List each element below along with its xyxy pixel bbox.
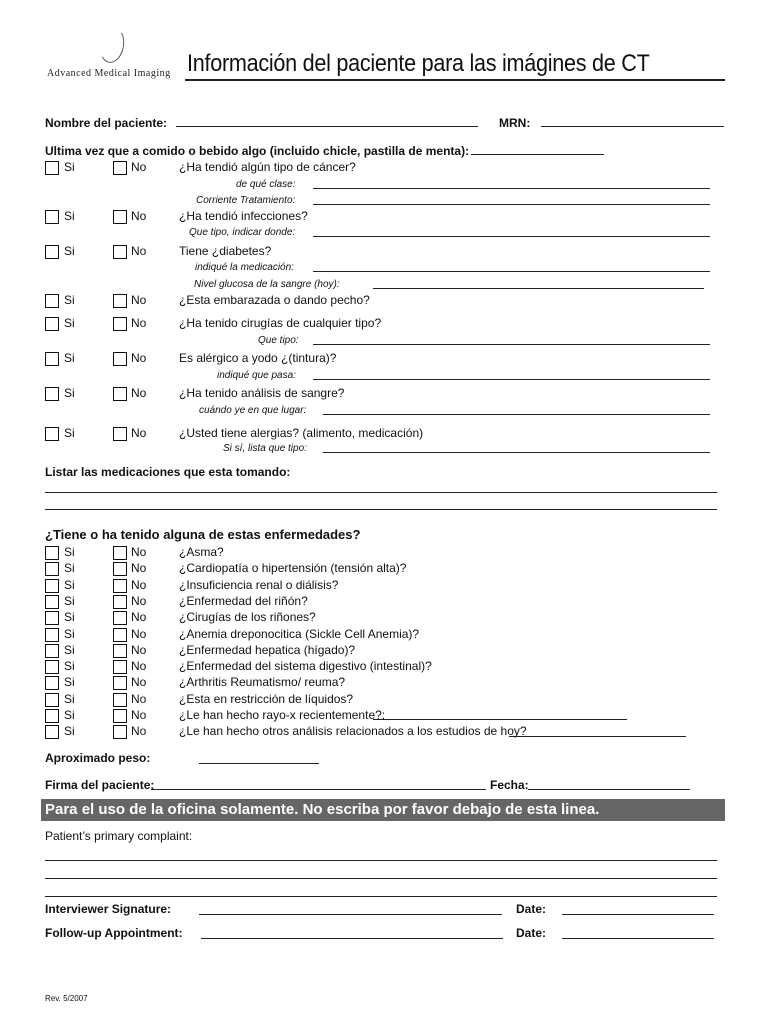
- date-es-label: Fecha:: [490, 778, 529, 792]
- q8-text: ¿Usted tiene alergias? (alimento, medicación): [179, 426, 424, 440]
- q6-yes-checkbox[interactable]: [45, 352, 59, 366]
- condition-4-no-checkbox[interactable]: [113, 595, 127, 609]
- no-label: No: [131, 316, 147, 330]
- mrn-label: MRN:: [499, 116, 531, 130]
- q2-text: ¿Ha tendió infecciones?: [179, 209, 308, 223]
- condition-2-yes-checkbox[interactable]: [45, 562, 59, 576]
- condition-9-yes-checkbox[interactable]: [45, 676, 59, 690]
- condition-5-text: ¿Cirugías de los riñones?: [179, 610, 316, 624]
- q2-no-checkbox[interactable]: [113, 210, 127, 224]
- yes-label: Si: [64, 708, 75, 722]
- signature-field[interactable]: [151, 789, 486, 790]
- q3-sub1-field[interactable]: [313, 271, 710, 272]
- patient-name-label: Nombre del paciente:: [45, 116, 168, 130]
- yes-label: Si: [64, 643, 75, 657]
- q7-text: ¿Ha tenido análisis de sangre?: [179, 386, 345, 400]
- no-label: No: [131, 209, 147, 223]
- condition-12-no-checkbox[interactable]: [113, 725, 127, 739]
- yes-label: Si: [64, 659, 75, 673]
- followup-field[interactable]: [201, 938, 503, 939]
- q7-yes-checkbox[interactable]: [45, 387, 59, 401]
- yes-label: Si: [64, 594, 75, 608]
- q1-sub1-field[interactable]: [313, 188, 710, 189]
- date-label-2: Date:: [516, 926, 547, 940]
- no-label: No: [131, 386, 147, 400]
- medications-label: Listar las medicaciones que esta tomando:: [45, 465, 291, 479]
- q7-sub1-field[interactable]: [323, 414, 710, 415]
- q4-text: ¿Esta embarazada o dando pecho?: [179, 293, 370, 307]
- no-label: No: [131, 692, 147, 706]
- yes-label: Si: [64, 627, 75, 641]
- condition-6-no-checkbox[interactable]: [113, 628, 127, 642]
- yes-label: Si: [64, 160, 75, 174]
- mrn-field[interactable]: [541, 126, 724, 127]
- page-title: Información del paciente para las imágines de CT: [187, 50, 650, 77]
- yes-label: Si: [64, 724, 75, 738]
- complaint-line-3[interactable]: [45, 896, 717, 897]
- no-label: No: [131, 659, 147, 673]
- weight-field[interactable]: [199, 763, 319, 764]
- medications-line-2[interactable]: [45, 509, 717, 510]
- condition-10-text: ¿Esta en restricción de líquidos?: [179, 692, 354, 706]
- condition-4-text: ¿Enfermedad del riñón?: [179, 594, 308, 608]
- q6-sub1-field[interactable]: [313, 379, 710, 380]
- condition-8-no-checkbox[interactable]: [113, 660, 127, 674]
- yes-label: Si: [64, 351, 75, 365]
- no-label: No: [131, 293, 147, 307]
- condition-11-yes-checkbox[interactable]: [45, 709, 59, 723]
- q4-no-checkbox[interactable]: [113, 294, 127, 308]
- q6-no-checkbox[interactable]: [113, 352, 127, 366]
- office-use-banner: Para el uso de la oficina solamente. No escriba por favor debajo de esta linea.: [41, 799, 725, 821]
- condition-7-no-checkbox[interactable]: [113, 644, 127, 658]
- complaint-line-2[interactable]: [45, 878, 717, 879]
- condition-4-yes-checkbox[interactable]: [45, 595, 59, 609]
- q3-sub2: Nivel glucosa de la sangre (hoy):: [194, 279, 340, 290]
- medications-line-1[interactable]: [45, 492, 717, 493]
- yes-label: Si: [64, 692, 75, 706]
- condition-11-text: ¿Le han hecho rayo-x recientemente?:: [179, 708, 386, 722]
- no-label: No: [131, 643, 147, 657]
- q2-yes-checkbox[interactable]: [45, 210, 59, 224]
- interviewer-label: Interviewer Signature:: [45, 902, 172, 916]
- no-label: No: [131, 578, 147, 592]
- q1-sub2-field[interactable]: [313, 204, 710, 205]
- followup-label: Follow-up Appointment:: [45, 926, 183, 940]
- no-label: No: [131, 561, 147, 575]
- condition-3-text: ¿Insuficiencia renal o diálisis?: [179, 578, 339, 592]
- no-label: No: [131, 708, 147, 722]
- condition-9-no-checkbox[interactable]: [113, 676, 127, 690]
- condition-11-no-checkbox[interactable]: [113, 709, 127, 723]
- q3-no-checkbox[interactable]: [113, 245, 127, 259]
- q5-text: ¿Ha tenido cirugías de cualquier tipo?: [179, 316, 382, 330]
- condition-7-yes-checkbox[interactable]: [45, 644, 59, 658]
- condition-3-no-checkbox[interactable]: [113, 579, 127, 593]
- q7-no-checkbox[interactable]: [113, 387, 127, 401]
- q8-yes-checkbox[interactable]: [45, 427, 59, 441]
- date-field-2[interactable]: [562, 938, 714, 939]
- yes-label: Si: [64, 561, 75, 575]
- condition-1-no-checkbox[interactable]: [113, 546, 127, 560]
- condition-3-yes-checkbox[interactable]: [45, 579, 59, 593]
- condition-2-no-checkbox[interactable]: [113, 562, 127, 576]
- condition-1-text: ¿Asma?: [179, 545, 224, 559]
- q3-sub1: indiqué la medicación:: [195, 262, 294, 273]
- date-field-1[interactable]: [562, 914, 714, 915]
- condition-5-yes-checkbox[interactable]: [45, 611, 59, 625]
- signature-label: Firma del paciente:: [45, 778, 155, 792]
- q2-sub1-field[interactable]: [313, 236, 710, 237]
- no-label: No: [131, 545, 147, 559]
- q3-yes-checkbox[interactable]: [45, 245, 59, 259]
- q8-sub1-field[interactable]: [323, 452, 710, 453]
- no-label: No: [131, 610, 147, 624]
- yes-label: Si: [64, 386, 75, 400]
- yes-label: Si: [64, 244, 75, 258]
- condition-7-text: ¿Enfermedad hepatica (hígado)?: [179, 643, 356, 657]
- q1-no-checkbox[interactable]: [113, 161, 127, 175]
- q8-no-checkbox[interactable]: [113, 427, 127, 441]
- patient-name-field[interactable]: [176, 126, 478, 127]
- q3-text: Tiene ¿diabetes?: [179, 244, 272, 258]
- other-tests-field[interactable]: [509, 736, 686, 737]
- date-label-1: Date:: [516, 902, 547, 916]
- no-label: No: [131, 724, 147, 738]
- condition-10-yes-checkbox[interactable]: [45, 693, 59, 707]
- logo-text: Advanced Medical Imaging: [47, 68, 171, 79]
- condition-9-text: ¿Arthritis Reumatismo/ reuma?: [179, 675, 346, 689]
- q1-sub1: de qué clase:: [236, 179, 296, 190]
- condition-5-no-checkbox[interactable]: [113, 611, 127, 625]
- no-label: No: [131, 160, 147, 174]
- weight-label: Aproximado peso:: [45, 751, 151, 765]
- condition-12-text: ¿Le han hecho otros análisis relacionados a los estudios de hoy?: [179, 724, 527, 738]
- q5-sub1: Que tipo:: [258, 335, 299, 346]
- yes-label: Si: [64, 578, 75, 592]
- last-ate-label: Ultima vez que a comido o bebido algo (incluido chicle, pastilla de menta):: [45, 144, 470, 158]
- q4-yes-checkbox[interactable]: [45, 294, 59, 308]
- q6-sub1: indiqué que pasa:: [217, 370, 296, 381]
- q3-sub2-field[interactable]: [373, 288, 704, 289]
- yes-label: Si: [64, 316, 75, 330]
- logo-mark-icon: [97, 25, 127, 65]
- no-label: No: [131, 426, 147, 440]
- condition-1-yes-checkbox[interactable]: [45, 546, 59, 560]
- q1-text: ¿Ha tendió algún tipo de cáncer?: [179, 160, 356, 174]
- condition-2-text: ¿Cardiopatía o hipertensión (tensión alta)?: [179, 561, 407, 575]
- q5-no-checkbox[interactable]: [113, 317, 127, 331]
- yes-label: Si: [64, 610, 75, 624]
- revision: Rev. 5/2007: [45, 994, 88, 1003]
- q8-sub1: Si sí, lista que tipo:: [223, 443, 307, 454]
- no-label: No: [131, 627, 147, 641]
- q1-sub2: Corriente Tratamiento:: [196, 195, 296, 206]
- condition-8-yes-checkbox[interactable]: [45, 660, 59, 674]
- q5-sub1-field[interactable]: [313, 344, 710, 345]
- date-es-field[interactable]: [528, 789, 690, 790]
- yes-label: Si: [64, 545, 75, 559]
- q2-sub1: Que tipo, indicar donde:: [189, 227, 296, 238]
- condition-10-no-checkbox[interactable]: [113, 693, 127, 707]
- conditions-header: ¿Tiene o ha tenido alguna de estas enfermedades?: [45, 527, 361, 542]
- q1-yes-checkbox[interactable]: [45, 161, 59, 175]
- no-label: No: [131, 351, 147, 365]
- yes-label: Si: [64, 209, 75, 223]
- q6-text: Es alérgico a yodo ¿(tintura)?: [179, 351, 337, 365]
- yes-label: Si: [64, 426, 75, 440]
- xray-field[interactable]: [373, 719, 627, 720]
- condition-6-yes-checkbox[interactable]: [45, 628, 59, 642]
- yes-label: Si: [64, 293, 75, 307]
- yes-label: Si: [64, 675, 75, 689]
- condition-12-yes-checkbox[interactable]: [45, 725, 59, 739]
- last-ate-field[interactable]: [471, 154, 604, 155]
- title-underline: [185, 79, 725, 81]
- complaint-line-1[interactable]: [45, 860, 717, 861]
- q7-sub1: cuándo ye en que lugar:: [199, 405, 307, 416]
- no-label: No: [131, 675, 147, 689]
- complaint-label: Patient’s primary complaint:: [45, 829, 193, 843]
- q5-yes-checkbox[interactable]: [45, 317, 59, 331]
- condition-6-text: ¿Anemia dreponocitica (Sickle Cell Anemia)?: [179, 627, 420, 641]
- no-label: No: [131, 594, 147, 608]
- interviewer-field[interactable]: [199, 914, 502, 915]
- no-label: No: [131, 244, 147, 258]
- condition-8-text: ¿Enfermedad del sistema digestivo (intestinal)?: [179, 659, 432, 673]
